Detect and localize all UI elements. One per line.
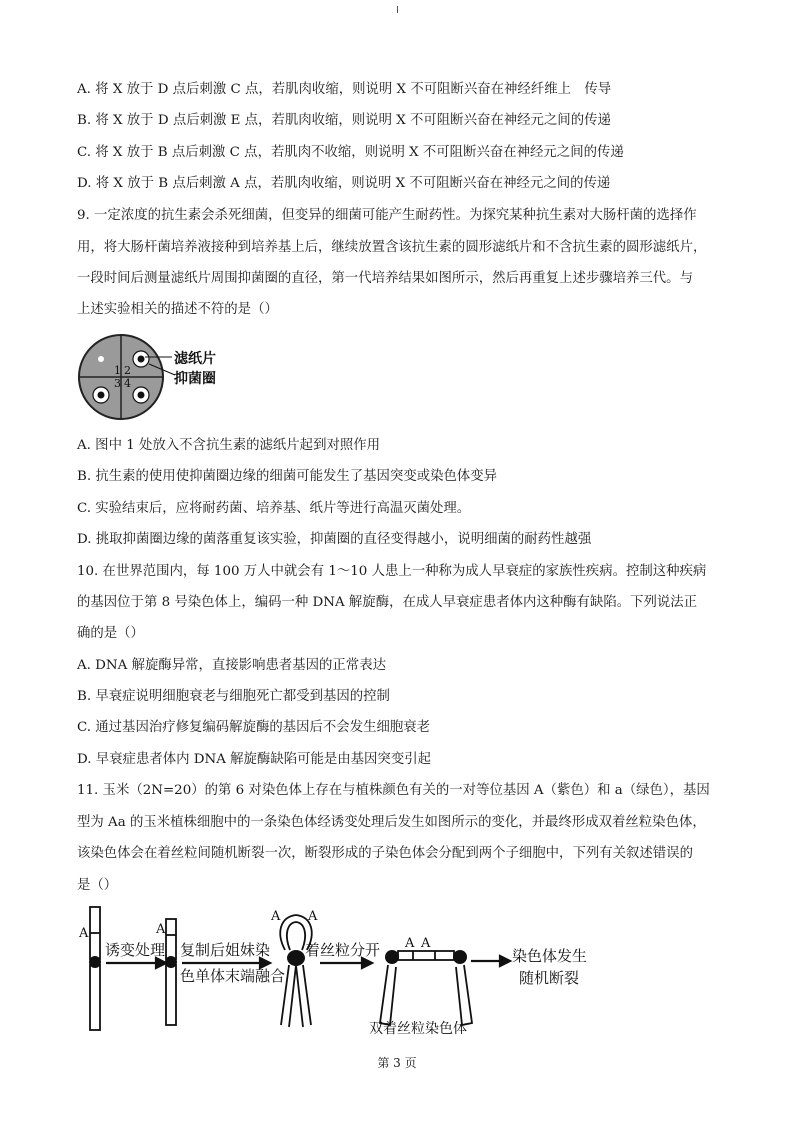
gene-label: A [79, 926, 89, 941]
q10-option-b[interactable]: B. 早衰症说明细胞衰老与细胞死亡都受到基因的控制 [77, 689, 390, 704]
q8-option-c[interactable]: C. 将 X 放于 B 点后刺激 C 点，若肌肉不收缩，则说明 X 不可阻断兴奋在神经元之间的传递 [77, 145, 624, 160]
centromere [287, 950, 305, 966]
q11-stem-line: 该染色体会在着丝粒间随机断裂一次，断裂形成的子染色体会分配到两个子细胞中，下列有关叙述错误的 [77, 846, 693, 861]
step-label-breakage: 随机断裂 [519, 969, 580, 987]
q9-option-b[interactable]: B. 抗生素的使用使抑菌圈边缘的细菌可能发生了基因突变或染色体变异 [77, 469, 498, 484]
gene-label: A [156, 922, 166, 937]
q9-stem-line: 用，将大肠杆菌培养液接种到培养基上后，继续放置含该抗生素的圆形滤纸片和不含抗生素的圆形滤纸片， [77, 240, 707, 255]
chromatid-arm [303, 965, 311, 1025]
gene-label: A [308, 909, 318, 924]
centromere [89, 956, 101, 968]
label-zone: 抑菌圈 [174, 371, 216, 387]
arrow-head-icon [500, 956, 510, 966]
q8-option-a[interactable]: A. 将 X 放于 D 点后刺激 C 点，若肌肉收缩，则说明 X 不可阻断兴奋在神经纤维上 传导 [77, 82, 612, 97]
q9-stem-line: 一段时间后测量滤纸片周围抑菌圈的直径，第一代培养结果如图所示，然后再重复上述步骤培养三代。与 [77, 271, 693, 286]
step-label-separation: 着丝粒分开 [305, 941, 381, 959]
fused-chromatid-loop [287, 922, 305, 950]
petri-dish-figure [75, 333, 265, 425]
centromere [165, 956, 177, 968]
q9-option-d[interactable]: D. 挑取抑菌圈边缘的菌落重复该实验，抑菌圈的直径变得越小，说明细菌的耐药性越强 [77, 532, 592, 547]
centromere [385, 950, 399, 964]
figure-caption: 双着丝粒染色体 [369, 1021, 467, 1037]
centromere [453, 950, 467, 964]
quadrant-label: 4 [124, 377, 131, 390]
chromatid-arm [296, 965, 303, 1027]
q10-stem-line: 10. 在世界范围内，每 100 万人中就会有 1～10 人患上一种称为成人早衰症的家族性疾病。控制这种疾病 [77, 564, 707, 579]
q11-stem-line: 是（） [77, 878, 118, 893]
chromosome-arm [90, 965, 100, 1030]
paper-disc [138, 356, 145, 363]
chromosome-figure [76, 905, 636, 1040]
q10-stem-line: 的基因位于第 8 号染色体上，编码一种 DNA 解旋酶，在成人早衰症患者体内这种酶有缺陷。下列说法正 [77, 595, 698, 610]
dicentric-arm [380, 965, 396, 1025]
step-label-mutagenesis: 诱变处理 [105, 941, 166, 959]
top-mark [397, 6, 398, 13]
step-label-replication: 复制后姐妹染 [180, 941, 271, 959]
step-label-breakage: 染色体发生 [512, 947, 588, 965]
quadrant-label: 2 [124, 364, 131, 377]
chromatid-arm [289, 965, 296, 1027]
chromosome-arm [166, 965, 176, 1025]
q9-option-c[interactable]: C. 实验结束后，应将耐药菌、培养基、纸片等进行高温灭菌处理。 [77, 501, 471, 516]
arrow-head-icon [156, 958, 166, 968]
quadrant-label: 1 [114, 364, 121, 377]
q10-option-d[interactable]: D. 早衰症患者体内 DNA 解旋酶缺陷可能是由基因突变引起 [77, 752, 431, 767]
q8-option-d[interactable]: D. 将 X 放于 B 点后刺激 A 点，若肌肉收缩，则说明 X 不可阻断兴奋在神经元之间的传递 [77, 176, 611, 191]
chromosome-arm [166, 919, 176, 959]
q9-option-a[interactable]: A. 图中 1 处放入不含抗生素的滤纸片起到对照作用 [77, 438, 381, 453]
q11-stem-line: 11. 玉米（2N=20）的第 6 对染色体上存在与植株颜色有关的一对等位基因 A（紫色）和 a（绿色），基因 [77, 783, 710, 798]
q9-stem-line: 上述实验相关的描述不符的是（） [77, 302, 278, 317]
paper-disc [138, 392, 145, 399]
q9-stem-line: 9. 一定浓度的抗生素会杀死细菌，但变异的细菌可能产生耐药性。为探究某种抗生素对大肠杆菌的选择作 [77, 208, 697, 223]
dicentric-bridge [398, 951, 454, 960]
paper-disc-no-antibiotic [98, 356, 104, 362]
page-number: 第 3 页 [377, 1056, 417, 1070]
quadrant-label: 3 [114, 377, 121, 390]
gene-label: A [405, 936, 415, 951]
q10-option-a[interactable]: A. DNA 解旋酶异常，直接影响患者基因的正常表达 [77, 658, 386, 673]
q10-option-c[interactable]: C. 通过基因治疗修复编码解旋酶的基因后不会发生细胞衰老 [77, 720, 431, 735]
label-paper: 滤纸片 [174, 351, 216, 367]
q10-stem-line: 确的是（） [77, 626, 144, 641]
paper-disc [98, 392, 105, 399]
q8-option-b[interactable]: B. 将 X 放于 D 点后刺激 E 点，若肌肉收缩，则说明 X 不可阻断兴奋在神经元之间的传递 [77, 113, 611, 128]
arrow-head-icon [362, 958, 372, 968]
gene-label: A [271, 909, 281, 924]
gene-label: A [421, 936, 431, 951]
step-label-replication: 色单体末端融合 [180, 967, 286, 985]
q11-stem-line: 型为 Aa 的玉米植株细胞中的一条染色体经诱变处理后发生如图所示的变化，并最终形成双着丝粒染色体， [77, 815, 706, 830]
dicentric-arm [456, 965, 472, 1025]
